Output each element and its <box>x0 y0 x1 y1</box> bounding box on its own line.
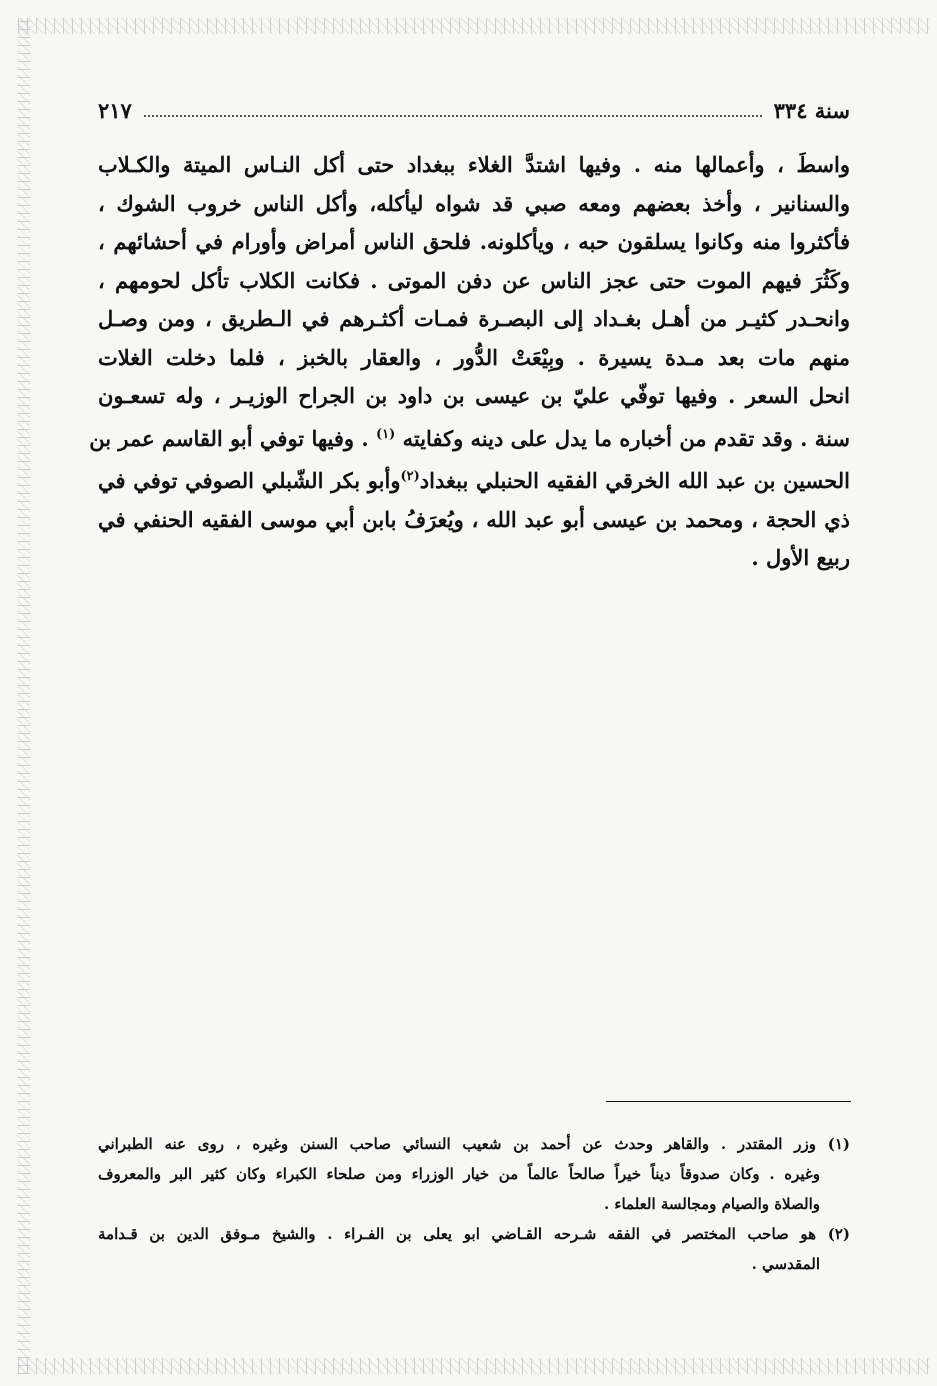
running-header <box>98 94 850 126</box>
text-line: ربيع الأول . <box>751 545 850 570</box>
text-line: فأكثروا منه وكانوا يسلقون حبه ، ويأكلونه. فلحق الناس أمراض وأورام في أحشائهم ، <box>98 229 850 254</box>
text-line: ذي الحجة ، ومحمد بن عيسى أبو عبد الله ، ويُعرَفُ بابن أبي موسى الفقيه الحنفي في <box>98 506 850 532</box>
footnote-separator <box>606 1101 851 1102</box>
page-border-top <box>18 18 929 34</box>
footnote-2-line: (٢) هو صاحب المختصر في الفقه شـرحه القـاضي ابو يعلى بن الفـراء . والشيخ مـوفق الدين بن قـدامة <box>98 1225 850 1243</box>
footnote-1-line: والصلاة والصيام ومجالسة العلماء . <box>603 1195 820 1213</box>
header-dotted-leader <box>144 103 762 117</box>
text-segment: الحسين بن عبد الله الخرقي الفقيه الحنبلي ببغداد <box>419 468 850 493</box>
text-segment: سنة . وقد تقدم من أخباره ما يدل على دينه وكفايته <box>402 425 850 451</box>
text-segment: وأبو بكر الشّبلي الصوفي توفي في <box>98 468 401 493</box>
page-border-left <box>18 18 30 1374</box>
text-line-with-ref-1 <box>89 416 850 459</box>
main-text <box>89 146 850 578</box>
text-line: وكَثُرَ فيهم الموت حتى عجز الناس عن دفن الموتى . فكانت الكلاب تأكل لحومهم ، <box>98 267 850 293</box>
text-line: انحل السعر . وفيها توفّي عليّ بن عيسى بن داود بن الجراح الوزيـر ، وله تسعـون <box>98 383 850 408</box>
footnote-1-line: وغيره . وكان صدوقاً ديناً خيراً صالحاً عالماً من خيار الوزراء ومن صلحاء الكبراء وكان كثير البر والمعروف <box>98 1165 820 1183</box>
year-title: سنة ٣٣٤ <box>773 97 850 123</box>
text-line: والسنانير ، وأخذ بعضهم ومعه صبي قد شواه ليأكله، وأكل الناس خروب الشوك ، <box>98 190 850 216</box>
footnote-ref-2: (٢) <box>400 469 420 484</box>
text-line-with-ref-2 <box>98 458 850 501</box>
text-line: وانحـدر كثيـر من أهـل بغـداد إلى البصـرة فمـات أكثـرهم في الـطريق ، ومن وصـل <box>98 306 850 331</box>
page-number: ٢١٧ <box>98 97 132 123</box>
page-border-bottom <box>18 1358 929 1374</box>
text-line: واسطَ ، وأعمالها منه . وفيها اشتدَّ الغلاء ببغداد حتى أكل النـاس الميتة والكـلاب <box>98 152 850 177</box>
footnote-1-line: (١) وزر المقتدر . والقاهر وحدث عن أحمد بن شعيب النسائي صاحب السنن وغيره ، روى عنه الطبراني <box>98 1135 850 1153</box>
footnotes <box>98 1129 850 1279</box>
text-segment: . وفيها توفي أبو القاسم عمر بن <box>89 425 376 451</box>
footnote-ref-1: (١) <box>376 426 396 442</box>
text-line: منهم مات بعد مـدة يسيرة . وبِيْعَتْ الدُّور ، والعقار بالخبز ، فلما دخلت الغلات <box>98 344 850 370</box>
footnote-2-line: المقدسي . <box>751 1255 820 1273</box>
